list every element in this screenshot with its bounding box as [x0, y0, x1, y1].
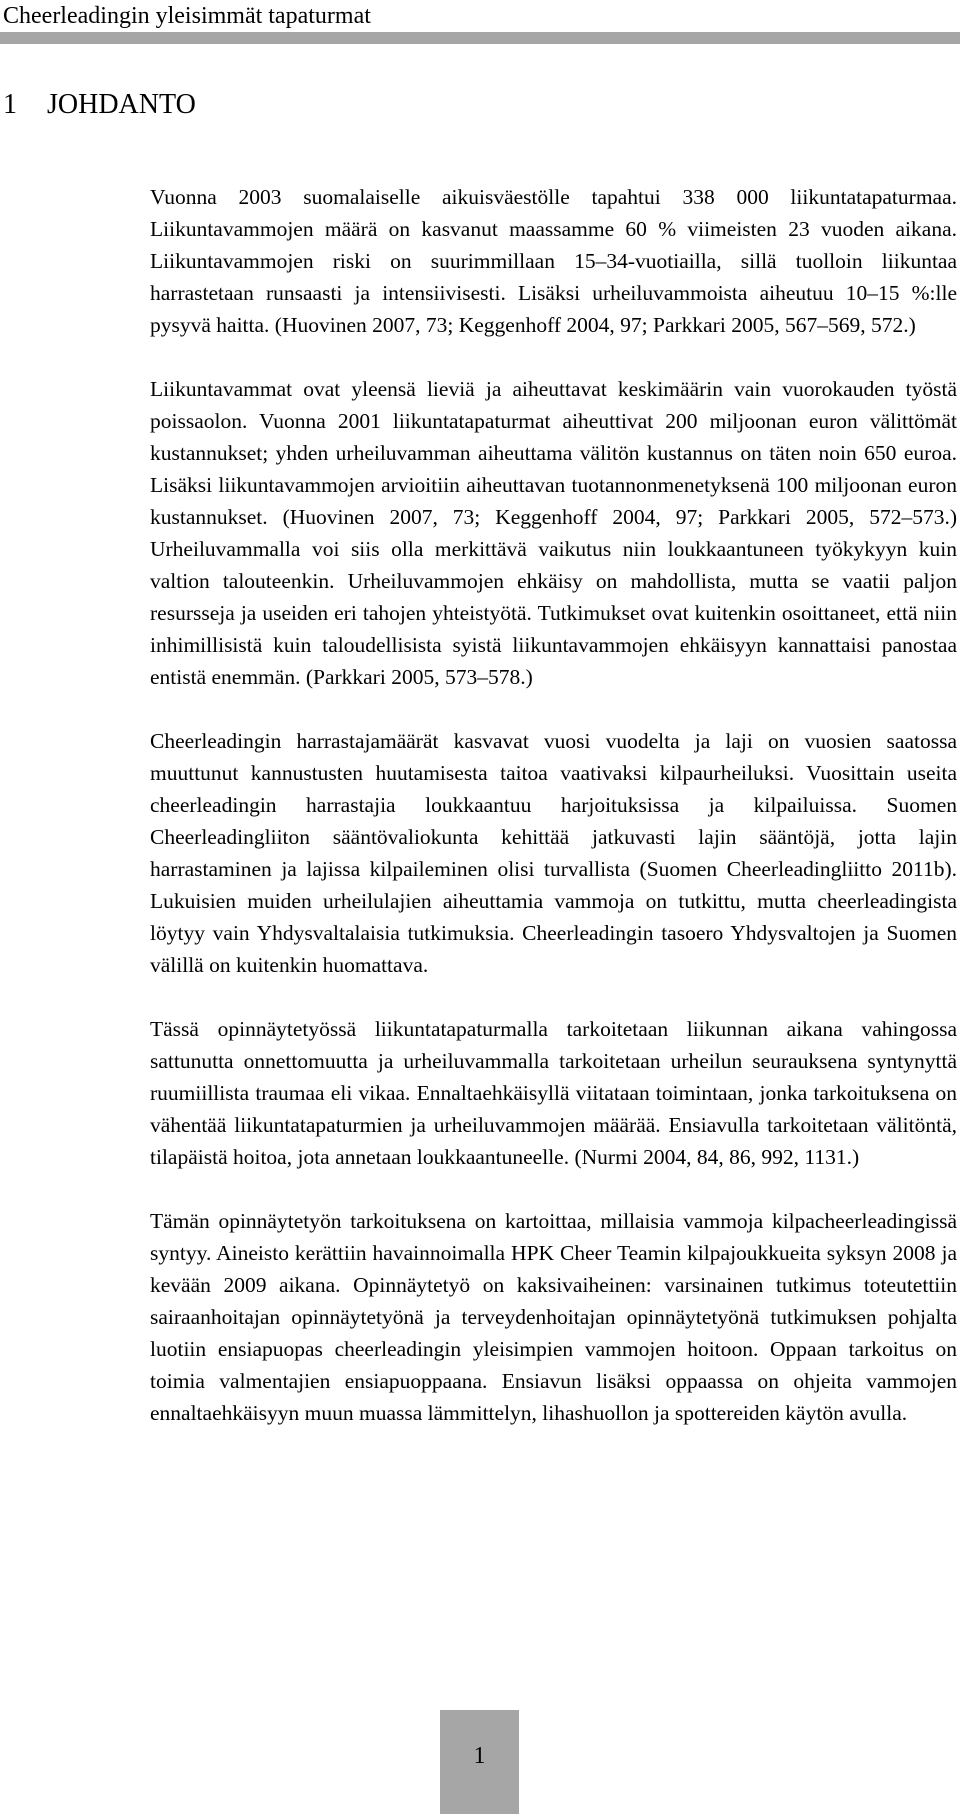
- page-number: 1: [473, 1743, 486, 1769]
- paragraph: Vuonna 2003 suomalaiselle aikuisväestölle tapahtui 338 000 liikuntatapaturmaa. Liikuntavammojen määrä on kasvanut maassamme 60 % viimeisten 23 vuoden aikana. Liikuntavammojen riski on suurimmillaan 15–34-vuotiailla, sillä tuolloin liikuntaa harrastetaan runsaasti ja intensiivisesti. Lisäksi urheiluvammoista aiheutuu 10–15 %:lle pysyvä haitta. (Huovinen 2007, 73; Keggenhoff 2004, 97; Parkkari 2005, 567–569, 572.): [150, 185, 957, 337]
- paragraph: Tässä opinnäytetyössä liikuntatapaturmalla tarkoitetaan liikunnan aikana vahingossa sattunutta onnettomuutta ja urheiluvammalla tarkoitetaan urheilun seurauksena syntynyttä ruumiillista traumaa eli vikaa. Ennaltaehkäisyllä viitataan toimintaan, jonka tarkoituksena on vähentää liikuntatapaturmien ja urheiluvammojen määrää. Ensiavulla tarkoitetaan välitöntä, tilapäistä hoitoa, jota annetaan loukkaantuneelle. (Nurmi 2004, 84, 86, 992, 1131.): [150, 1017, 957, 1169]
- header-rule: [0, 32, 960, 44]
- running-header: [0, 0, 960, 44]
- page-number-box: [440, 1710, 519, 1814]
- chapter-heading: [3, 88, 196, 122]
- paragraph: Tämän opinnäytetyön tarkoituksena on kartoittaa, millaisia vammoja kilpacheerleadingissä syntyy. Aineisto kerättiin havainnoimalla HPK Cheer Teamin kilpajoukkueita syksyn 2008 ja kevään 2009 aikana. Opinnäytetyö on kaksivaiheinen: varsinainen tutkimus toteutettiin sairaanhoitajan opinnäytetyönä ja terveydenhoitajan opinnäytetyönä tutkimuksen pohjalta luotiin ensiapuopas cheerleadingin yleisimpien vammojen hoitoon. Oppaan tarkoitus on toimia valmentajien ensiapuoppaana. Ensiavun lisäksi oppaassa on ohjeita vammojen ennaltaehkäisyyn muun muassa lämmittelyn, lihashuollon ja spottereiden käytön avulla.: [150, 1209, 957, 1425]
- paragraph: Cheerleadingin harrastajamäärät kasvavat vuosi vuodelta ja laji on vuosien saatossa muuttunut kannustusten huutamisesta taitoa vaativaksi kilpaurheiluksi. Vuosittain useita cheerleadingin harrastajia loukkaantuu harjoituksissa ja kilpailuissa. Suomen Cheerleadingliiton sääntövaliokunta kehittää jatkuvasti lajin sääntöjä, jotta lajin harrastaminen ja lajissa kilpaileminen olisi turvallista (Suomen Cheerleadingliitto 2011b). Lukuisien muiden urheilulajien aiheuttamia vammoja on tutkittu, mutta cheerleadingista löytyy vain Yhdysvaltalaisia tutkimuksia. Cheerleadingin tasoero Yhdysvaltojen ja Suomen välillä on kuitenkin huomattava.: [150, 729, 957, 977]
- body-text: [150, 181, 957, 1461]
- chapter-number: 1: [3, 89, 17, 120]
- paragraph: Liikuntavammat ovat yleensä lieviä ja aiheuttavat keskimäärin vain vuorokauden työstä poissaolon. Vuonna 2001 liikuntatapaturmat aiheuttivat 200 miljoonan euron välittömät kustannukset; yhden urheiluvamman aiheuttama välitön kustannus on täten noin 650 euroa. Lisäksi liikuntavammojen arvioitiin aiheuttavan tuotannonmenetyksenä 100 miljoonan euron kustannukset. (Huovinen 2007, 73; Keggenhoff 2004, 97; Parkkari 2005, 572–573.) Urheiluvammalla voi siis olla merkittävä vaikutus niin loukkaantuneen työkykyyn kuin valtion talouteenkin. Urheiluvammojen ehkäisy on mahdollista, mutta se vaatii paljon resursseja ja useiden eri tahojen yhteistyötä. Tutkimukset ovat kuitenkin osoittaneet, että niin inhimillisistä kuin taloudellisista syistä liikuntavammojen ehkäisyyn kannattaisi panostaa entistä enemmän. (Parkkari 2005, 573–578.): [150, 377, 957, 689]
- running-header-title: Cheerleadingin yleisimmät tapaturmat: [3, 3, 371, 29]
- chapter-title: JOHDANTO: [47, 89, 196, 120]
